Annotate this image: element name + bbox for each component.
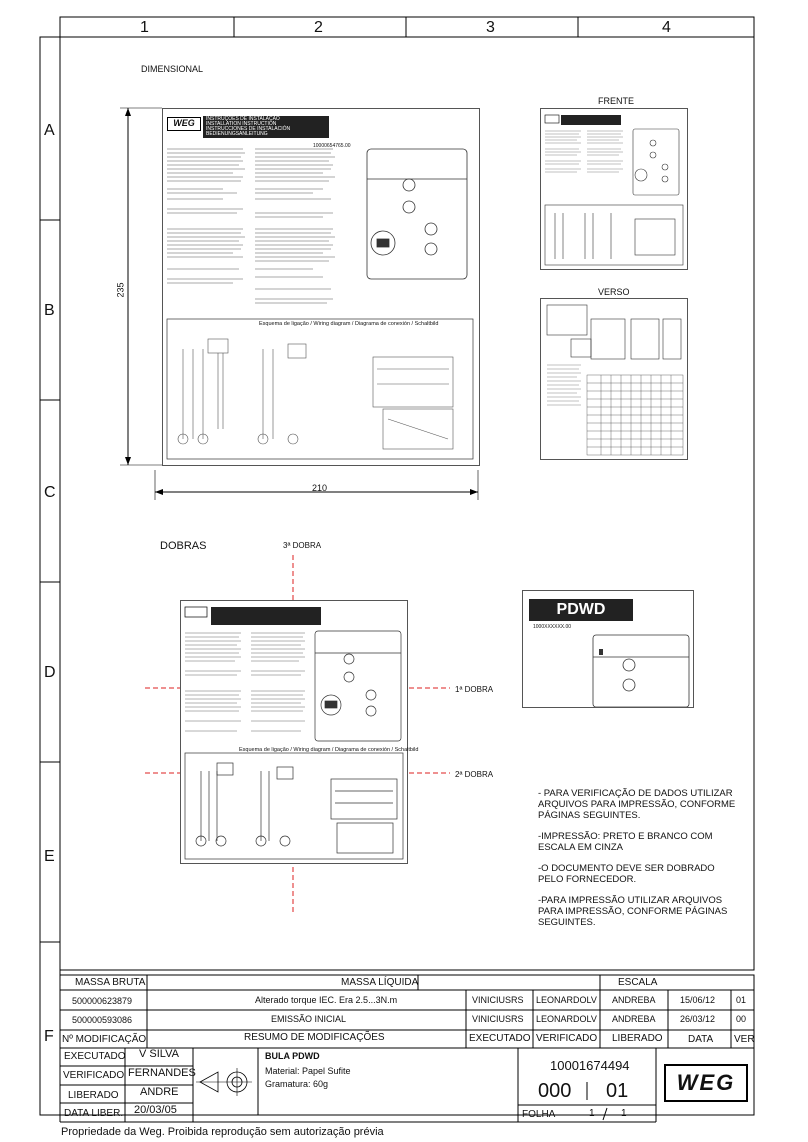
revision-1-executado: VINICIUSRS (472, 995, 524, 1005)
row-label-a: A (44, 122, 55, 139)
executado-name: V SILVA (139, 1048, 179, 1060)
fold-label-1: 1ª DOBRA (455, 685, 494, 694)
note-4: -PARA IMPRESSÃO UTILIZAR ARQUIVOS PARA IMPRESSÃO, CONFORME PÁGINAS SEGUINTES. (538, 895, 728, 928)
wiring-diagram-title: Esquema de ligação / Wiring diagram / Diagrama de conexión / Schaltbild (259, 321, 439, 327)
cover-title: PDWD (529, 599, 633, 621)
data-liber-value: 20/03/05 (134, 1104, 177, 1116)
escala-label: ESCALA (618, 977, 658, 988)
revision-2-ver: 00 (736, 1014, 747, 1024)
revision-2-liberado: ANDREBA (612, 1014, 656, 1024)
header-verificado: VERIFICADO (536, 1033, 598, 1044)
revision-2-desc: EMISSÃO INICIAL (271, 1014, 347, 1024)
header-resumo: RESUMO DE MODIFICAÇÕES (244, 1032, 385, 1043)
data-liber-label: DATA LIBER. (64, 1108, 124, 1119)
column-label-1: 1 (140, 19, 149, 36)
revision-1-desc: Alterado torque IEC. Era 2.5...3N.m (255, 995, 398, 1005)
note-2: -IMPRESSÃO: PRETO E BRANCO COM ESCALA EM CINZA (538, 831, 713, 853)
row-label-b: B (44, 302, 55, 319)
verificado-label: VERIFICADO (63, 1070, 125, 1081)
revision-1-ver: 01 (736, 995, 747, 1005)
section-frente: FRENTE (598, 96, 634, 106)
folha-value: 1 (589, 1108, 595, 1119)
note-3: -O DOCUMENTO DEVE SER DOBRADO PELO FORNECEDOR. (538, 863, 715, 885)
dimension-width: 210 (312, 483, 328, 493)
folha-label: FOLHA (522, 1109, 556, 1120)
front-page-illustration (541, 109, 687, 269)
section-dobras: DOBRAS (160, 540, 207, 552)
header-modificacao: Nº MODIFICAÇÃO (62, 1034, 147, 1045)
note-1: - PARA VERIFICAÇÃO DE DADOS UTILIZAR ARQUIVOS PARA IMPRESSÃO, CONFORME PÁGINAS SEGUINTES. (538, 788, 736, 821)
cover-device-illustration (523, 591, 693, 707)
folds-wiring-title: Esquema de ligação / Wiring diagram / Diagrama de conexión / Schaltbild (239, 747, 419, 753)
revision-1-data: 15/06/12 (680, 995, 716, 1005)
revision-2-executado: VINICIUSRS (472, 1014, 524, 1024)
document-code: 10000654765.00 (313, 143, 351, 149)
drawing-number: 10001674494 (550, 1058, 630, 1073)
instruction-header: INSTRUÇÕES DE INSTALAÇÃO INSTALLATION INSTRUCTION INSTRUCCIONES DE INSTALACIÓN BEDIENUNGSANLEITUNG (203, 116, 329, 138)
folha-total: 1 (621, 1108, 627, 1119)
massa-bruta-label: MASSA BRUTA (75, 977, 146, 988)
massa-liquida-label: MASSA LÍQUIDA (341, 977, 419, 988)
cover-code: 1000XXXXXX.00 (533, 624, 572, 630)
revision-1-code: 500000623879 (72, 996, 133, 1006)
column-label-4: 4 (662, 19, 671, 36)
footer-notice: Propriedade da Weg. Proibida reprodução sem autorização prévia (61, 1126, 384, 1138)
column-label-3: 3 (486, 19, 495, 36)
document-preview-dimensional (162, 108, 480, 466)
weg-logo-title-block: WEG (664, 1064, 748, 1102)
product-gramatura: Gramatura: 60g (265, 1079, 329, 1089)
header-liberado: LIBERADO (612, 1033, 663, 1044)
revision-left: 000 (538, 1080, 572, 1102)
section-dimensional: DIMENSIONAL (141, 64, 204, 74)
back-page-preview (540, 298, 688, 460)
column-label-2: 2 (314, 19, 323, 36)
row-label-e: E (44, 848, 55, 865)
revision-1-verificado: LEONARDOLV (536, 995, 597, 1005)
fold-label-2: 2ª DOBRA (455, 770, 494, 779)
front-page-preview (540, 108, 688, 270)
product-material: Material: Papel Sufite (265, 1066, 351, 1076)
document-preview-folds (180, 600, 419, 864)
section-verso: VERSO (598, 287, 630, 297)
instruction-text-lines (163, 109, 479, 465)
liberado-label: LIBERADO (68, 1090, 119, 1101)
row-label-d: D (44, 664, 56, 681)
revision-right: 01 (606, 1080, 629, 1102)
print-notes (538, 788, 738, 938)
header-data: DATA (688, 1034, 714, 1045)
dimension-height: 235 (115, 282, 126, 298)
back-page-illustration (541, 299, 687, 459)
row-label-f: F (44, 1028, 54, 1045)
product-name: BULA PDWD (265, 1051, 320, 1061)
revision-1-liberado: ANDREBA (612, 995, 656, 1005)
liberado-name: ANDRE (140, 1086, 179, 1098)
weg-logo: WEG (167, 117, 201, 131)
verificado-name: FERNANDES (128, 1067, 196, 1079)
header-executado: EXECUTADO (469, 1033, 531, 1044)
revision-2-verificado: LEONARDOLV (536, 1014, 597, 1024)
cover-preview (522, 590, 694, 708)
folded-document-illustration (181, 601, 407, 863)
revision-2-data: 26/03/12 (680, 1014, 716, 1024)
executado-label: EXECUTADO (64, 1051, 126, 1062)
fold-label-3: 3ª DOBRA (283, 541, 322, 550)
row-label-c: C (44, 484, 56, 501)
revision-2-code: 500000593086 (72, 1015, 133, 1025)
header-ver: VER (734, 1034, 755, 1045)
